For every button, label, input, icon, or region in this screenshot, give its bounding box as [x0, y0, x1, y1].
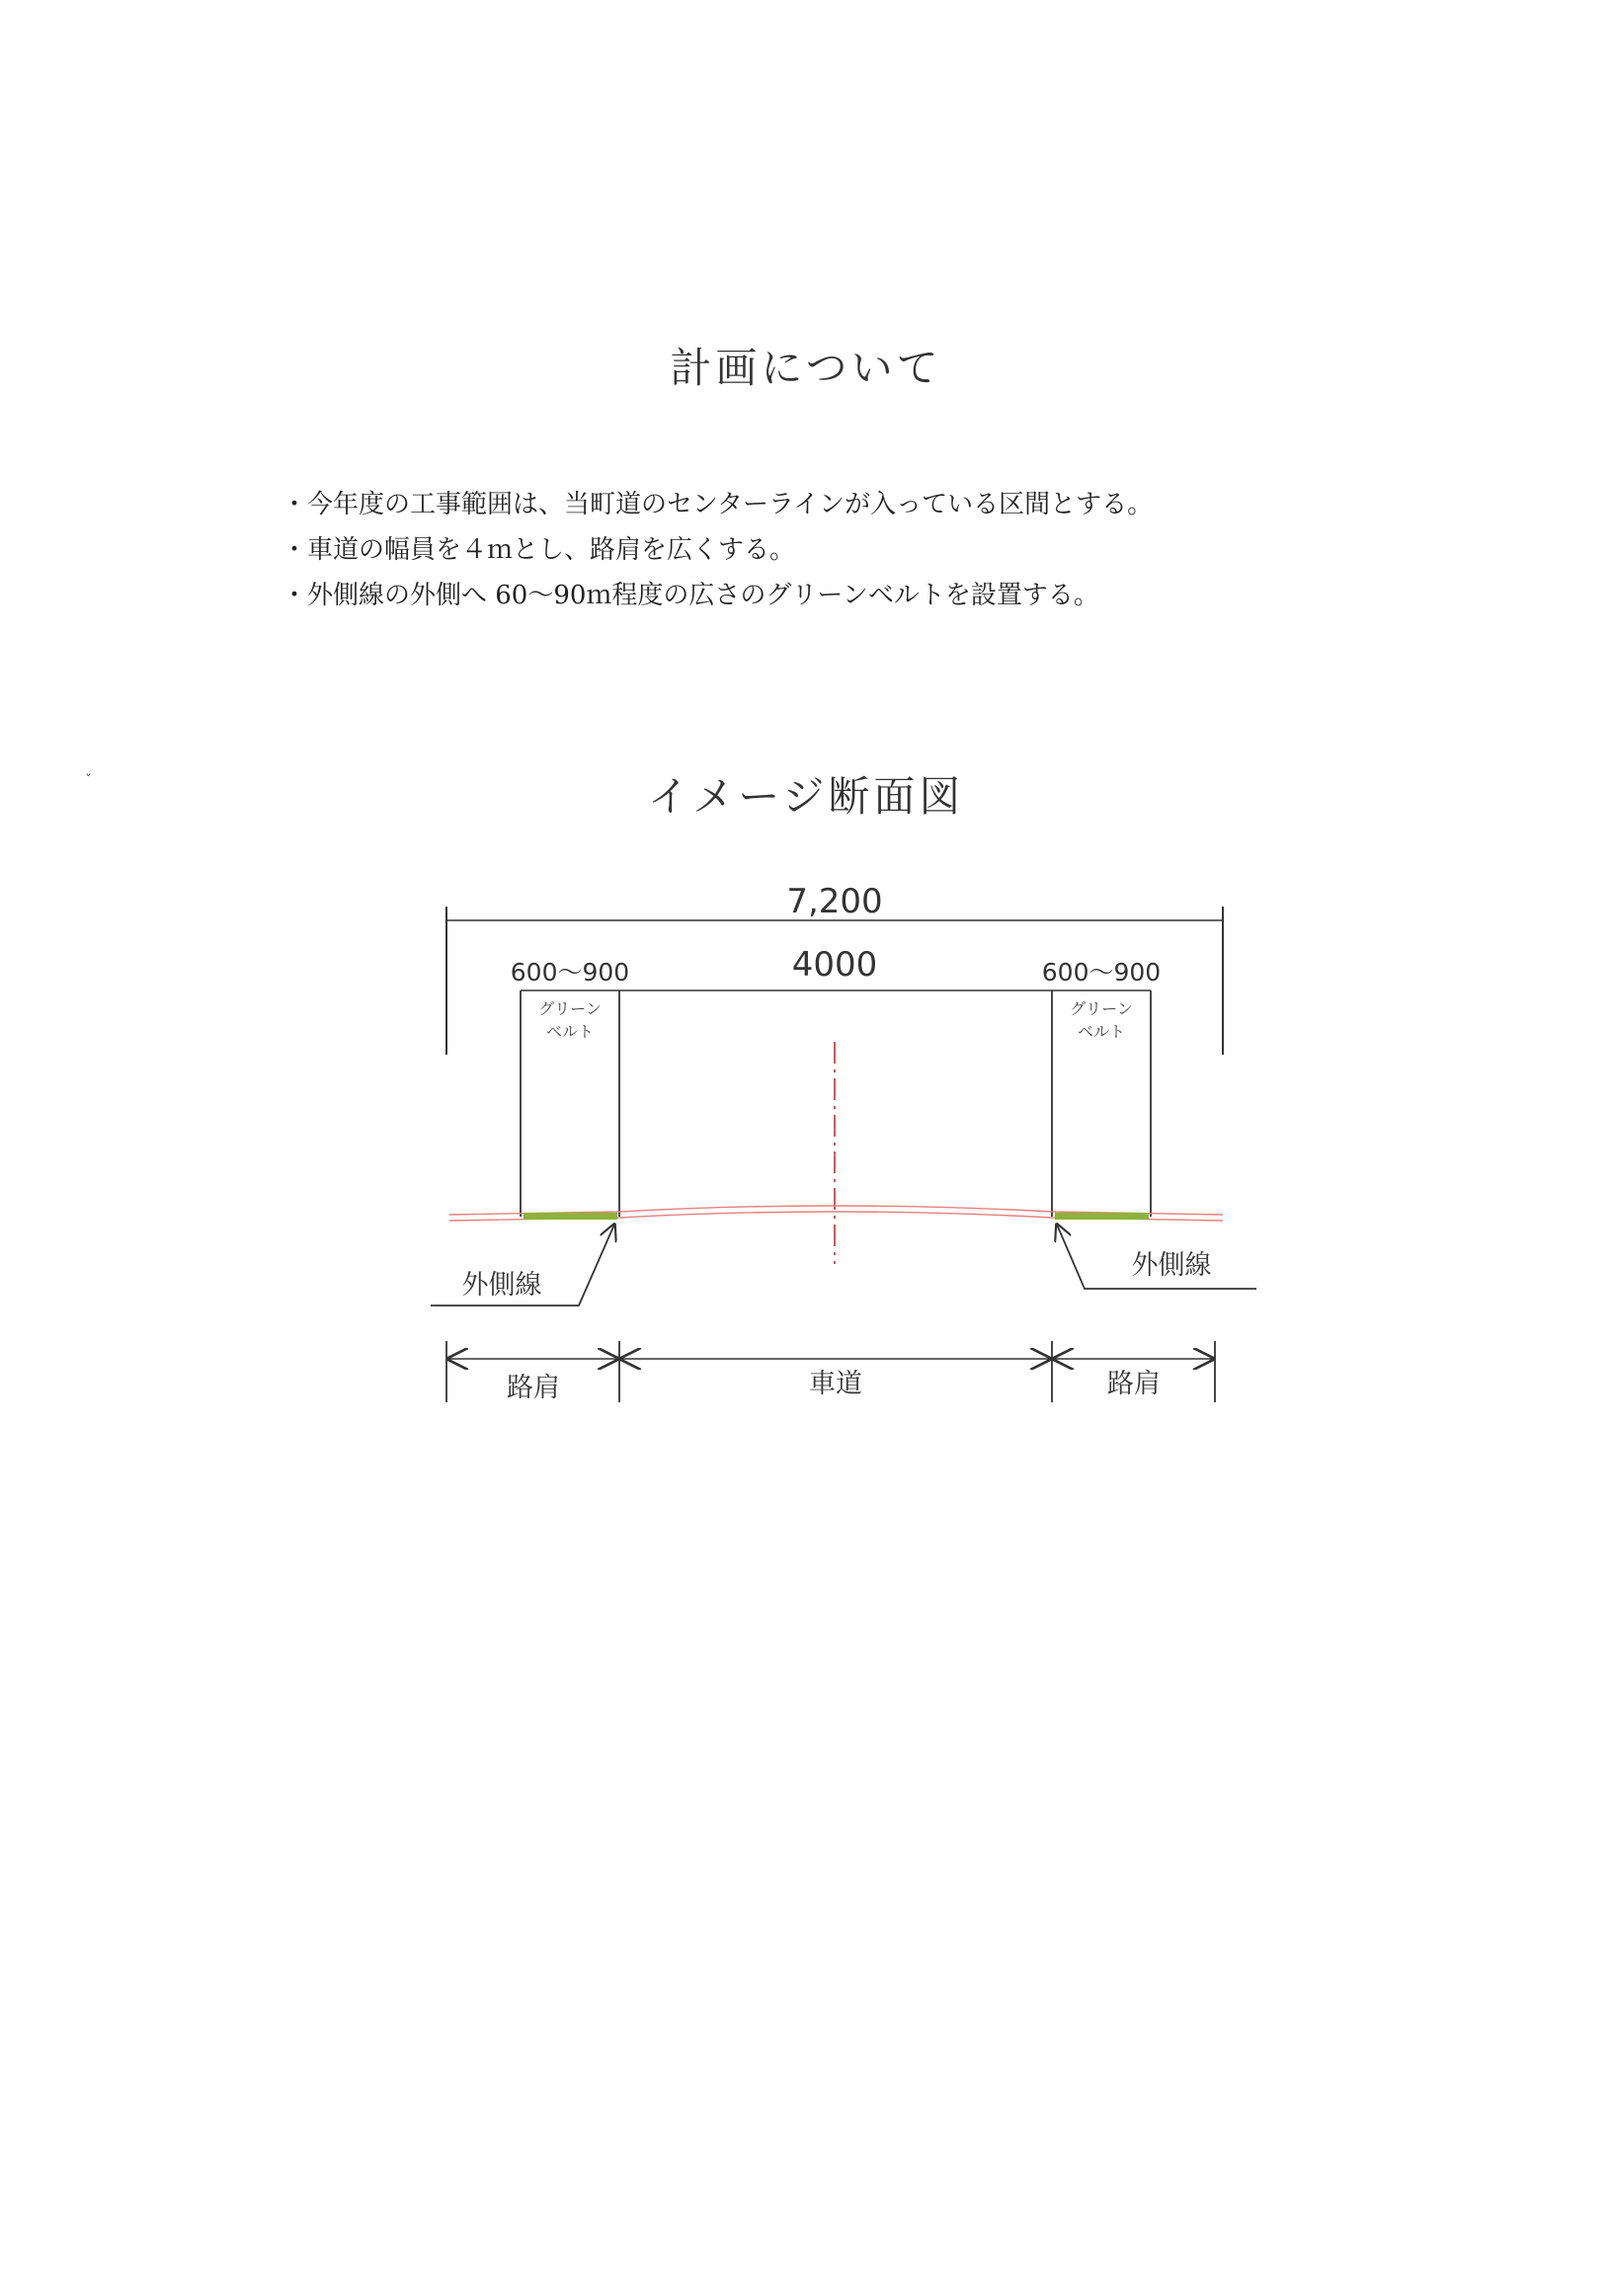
road-label: 車道 [809, 1369, 862, 1399]
diagram-title: イメージ断面図 [647, 772, 965, 821]
green-belt-label-right-line2: ベルト [1077, 1022, 1126, 1041]
green-belt-width-label-left: 600～900 [510, 958, 630, 987]
bullet-item: ・外側線の外側へ 60～90ｍ程度の広さのグリーンベルトを設置する。 [282, 581, 1099, 610]
page-title: 計画について [670, 344, 942, 392]
shoulder-label-right: 路肩 [1107, 1369, 1161, 1399]
green-belt-label-left-line2: ベルト [545, 1022, 595, 1041]
outer-line-label-right: 外側線 [1131, 1250, 1212, 1281]
carriageway-width-label: 4000 [791, 945, 878, 985]
shoulder-label-left: 路肩 [507, 1373, 560, 1403]
green-belt-right [1055, 1213, 1149, 1220]
green-belt-label-left-line1: グリーン [538, 999, 602, 1018]
green-belt-width-label-right: 600～900 [1041, 958, 1162, 987]
green-belt-label-right-line1: グリーン [1070, 999, 1133, 1018]
bullet-item: ・車道の幅員を４ｍとし、路肩を広くする。 [282, 535, 796, 565]
bullet-item: ・今年度の工事範囲は、当町道のセンターラインが入っている区間とする。 [282, 490, 1154, 519]
total-width-label: 7,200 [786, 882, 883, 921]
green-belt-left [524, 1213, 617, 1220]
scan-speck: ˇ [85, 773, 92, 789]
outer-line-label-left: 外側線 [461, 1270, 542, 1301]
